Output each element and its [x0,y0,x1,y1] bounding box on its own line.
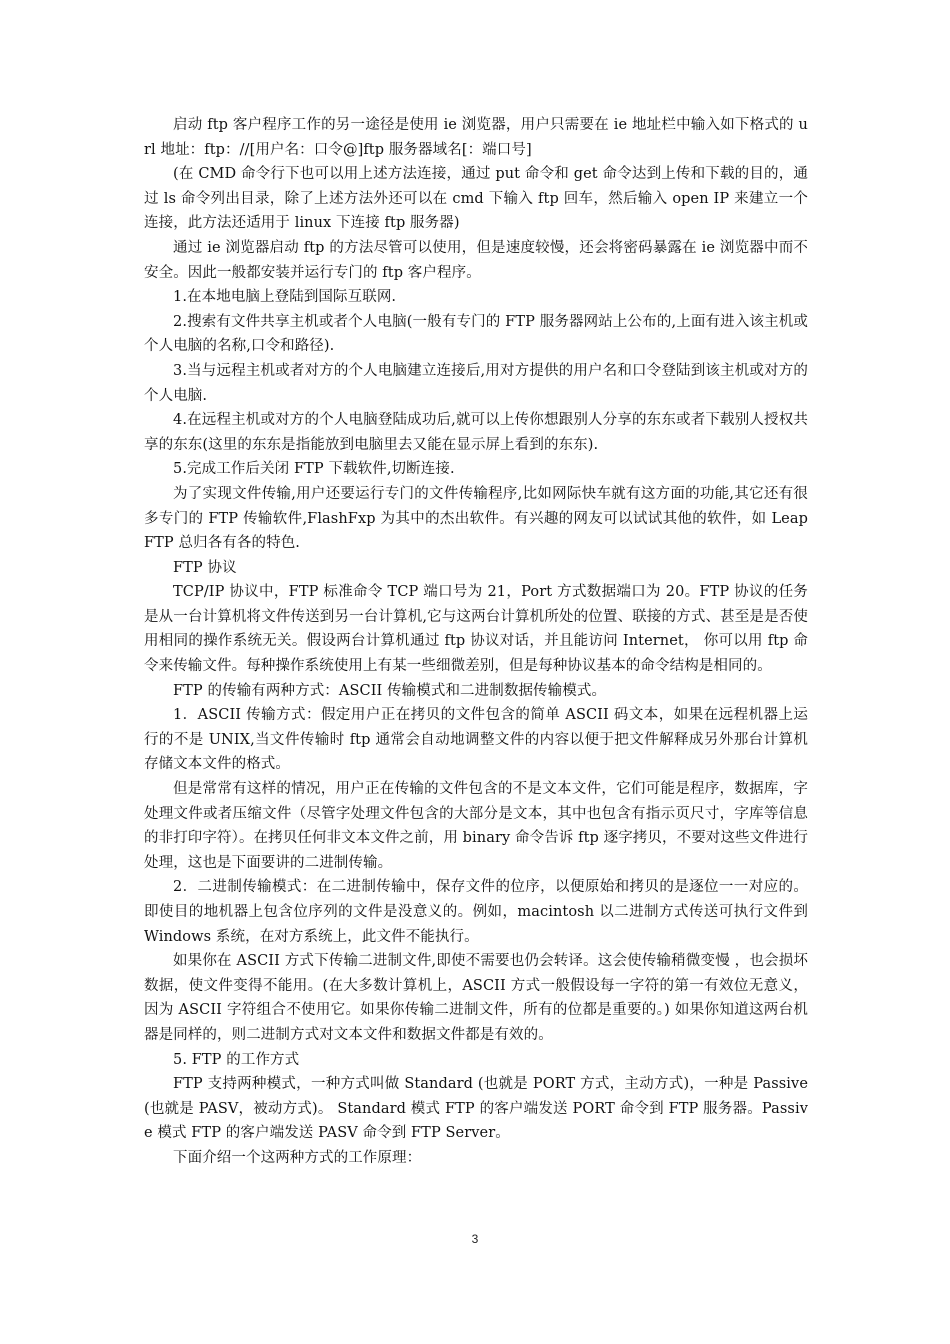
paragraph-step-2: 2.搜索有文件共享主机或者个人电脑(一般有专门的 FTP 服务器网站上公布的,上面有进入该主机或个人电脑的名称,口令和路径). [144,313,808,355]
paragraph-step-3: 3.当与远程主机或者对方的个人电脑建立连接后,用对方提供的用户名和口令登陆到该主机或对方的个人电脑. [144,362,808,404]
paragraph-ascii-binary-warning: 如果你在 ASCII 方式下传输二进制文件,即使不需要也仍会转译。这会使传输稍微变慢 ，也会损坏数据，使文件变得不能用。(在大多数计算机上，ASCII 方式一般假设每一字符的第一有效位无意义，因为 ASCII 字符组合不使用它。如果你传输二进制文件，所有的位都是重要的。) 如果你知道这两台机器是同样的，则二进制方式对文本文件和数据文件都是有效的。 [144,953,808,1043]
paragraph-step-1: 1.在本地电脑上登陆到国际互联网. [173,289,397,306]
paragraph-ie-slow: 通过 ie 浏览器启动 ftp 的方法尽管可以使用，但是速度较慢，还会将密码暴露在 ie 浏览器中而不安全。因此一般都安装并运行专门的 ftp 客户程序。 [144,239,808,281]
document-body [144,113,808,1171]
paragraph-ie-ftp-url: 启动 ftp 客户程序工作的另一途径是使用 ie 浏览器，用户只需要在 ie 地址栏中输入如下格式的 url 地址：ftp：//[用户名：口令@]ftp 服务器域名[：端口号] [144,117,808,158]
paragraph-cmd-connect: (在 CMD 命令行下也可以用上述方法连接，通过 put 命令和 get 命令达到上传和下载的目的，通过 ls 命令列出目录，除了上述方法外还可以在 cmd 下输入 ftp 回车，然后输入 open IP 来建立一个连接，此方法还适用于 linux 下连接 ftp 服务器) [144,166,808,232]
paragraph-ftp-software: 为了实现文件传输,用户还要运行专门的文件传输程序,比如网际快车就有这方面的功能,其它还有很多专门的 FTP 传输软件,FlashFxp 为其中的杰出软件。有兴趣的网友可以试试其他的软件，如 LeapFTP 总归各有各的特色. [144,485,808,552]
section-heading-ftp-work-modes: 5. FTP 的工作方式 [173,1051,300,1068]
paragraph-ascii-mode: 1．ASCII 传输方式：假定用户正在拷贝的文件包含的简单 ASCII 码文本，如果在远程机器上运行的不是 UNIX,当文件传输时 ftp 通常会自动地调整文件的内容以便于把文件解释成另外那台计算机存储文本文件的格式。 [144,707,808,773]
paragraph-tcpip: TCP/IP 协议中，FTP 标准命令 TCP 端口号为 21，Port 方式数据端口为 20。FTP 协议的任务是从一台计算机将文件传送到另一台计算机,它与这两台计算机所处的位置、联接的方式、甚至是是否使用相同的操作系统无关。假设两台计算机通过 ftp 协议对话，并且能访问 Internet， 你可以用 ftp 命令来传输文件。每种操作系统使用上有某一些细微差别，但是每种协议基本的命令结构是相同的。 [144,584,808,675]
paragraph-intro-principles: 下面介绍一个这两种方式的工作原理： [173,1149,422,1166]
paragraph-binary-mode: 2．二进制传输模式：在二进制传输中，保存文件的位序，以便原始和拷贝的是逐位一一对应的。即使目的地机器上包含位序列的文件是没意义的。例如，macintosh 以二进制方式传送可执行文件到 Windows 系统，在对方系统上，此文件不能执行。 [144,879,808,945]
paragraph-non-text-files: 但是常常有这样的情况，用户正在传输的文件包含的不是文本文件，它们可能是程序，数据库，字处理文件或者压缩文件（尽管字处理文件包含的大部分是文本，其中也包含有指示页尺寸，字库等信息的非打印字符）。在拷贝任何非文本文件之前，用 binary 命令告诉 ftp 逐字拷贝，不要对这些文件进行处理，这也是下面要讲的二进制传输。 [144,781,808,871]
paragraph-step-4: 4.在远程主机或对方的个人电脑登陆成功后,就可以上传你想跟别人分享的东东或者下载别人授权共享的东东(这里的东东是指能放到电脑里去又能在显示屏上看到的东东). [144,412,808,453]
paragraph-transfer-modes: FTP 的传输有两种方式：ASCII 传输模式和二进制数据传输模式。 [173,682,607,699]
section-heading-ftp-protocol: FTP 协议 [173,559,237,576]
page-number: 3 [471,1232,479,1246]
paragraph-step-5: 5.完成工作后关闭 FTP 下载软件,切断连接. [173,461,455,478]
paragraph-port-pasv: FTP 支持两种模式，一种方式叫做 Standard (也就是 PORT 方式，主动方式)，一种是 Passive (也就是 PASV，被动方式)。 Standard 模式 FTP 的客户端发送 PORT 命令到 FTP 服务器。Passive 模式 FTP 的客户端发送 PASV 命令到 FTP Server。 [144,1076,808,1142]
